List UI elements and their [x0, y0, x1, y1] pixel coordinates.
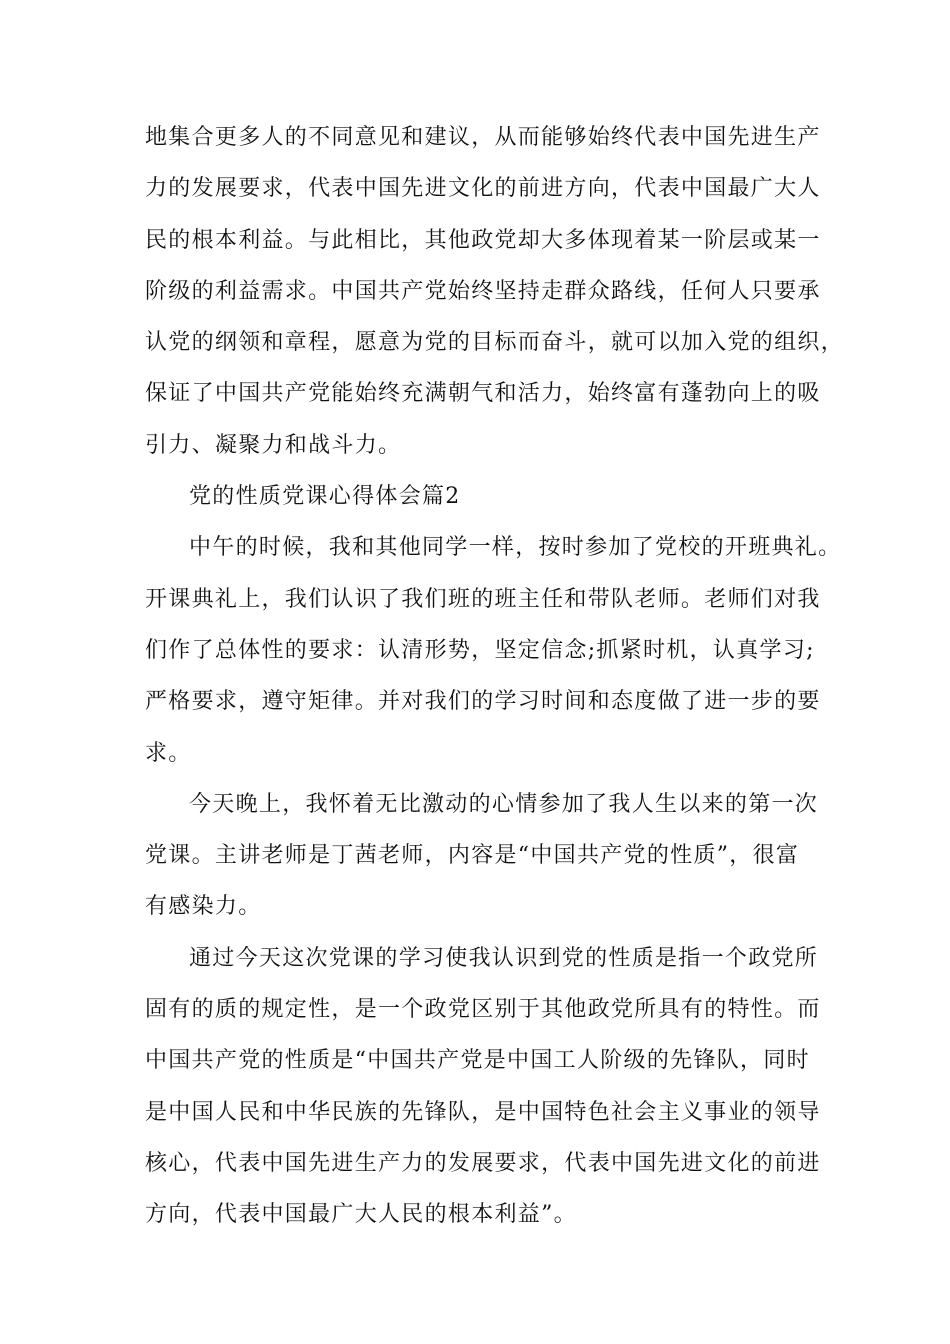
paragraph-line: 方向，代表中国最广大人民的根本利益”。	[145, 1202, 577, 1228]
paragraph-line: 求。	[145, 740, 192, 766]
paragraph-line: 阶级的利益需求。中国共产党始终坚持走群众路线，任何人只要承	[145, 278, 821, 304]
paragraph-line: 今天晚上，我怀着无比激动的心情参加了我人生以来的第一次	[189, 791, 819, 817]
paragraph-line: 认党的纲领和章程，愿意为党的目标而奋斗，就可以加入党的组织，	[145, 330, 845, 356]
body-text	[145, 118, 845, 1247]
paragraph-line: 民的根本利益。与此相比，其他政党却大多体现着某一阶层或某一	[145, 227, 821, 253]
section-heading: 党的性质党课心得体会篇2	[189, 484, 461, 510]
paragraph-line: 中国共产党的性质是“中国共产党是中国工人阶级的先锋队，同时	[145, 1048, 810, 1074]
paragraph-line: 力的发展要求，代表中国先进文化的前进方向，代表中国最广大人	[145, 176, 821, 202]
paragraph-line: 核心，代表中国先进生产力的发展要求，代表中国先进文化的前进	[145, 1150, 821, 1176]
paragraph-line: 有感染力。	[145, 894, 262, 920]
paragraph-line: 固有的质的规定性，是一个政党区别于其他政党所具有的特性。而	[145, 997, 821, 1023]
paragraph-line: 党课。主讲老师是丁茜老师，内容是“中国共产党的性质”，很富	[145, 843, 800, 869]
paragraph-line: 通过今天这次党课的学习使我认识到党的性质是指一个政党所	[189, 945, 819, 971]
paragraph-line: 保证了中国共产党能始终充满朝气和活力，始终富有蓬勃向上的吸	[145, 381, 821, 407]
paragraph-line: 引力、凝聚力和战斗力。	[145, 432, 402, 458]
paragraph-line: 中午的时候，我和其他同学一样，按时参加了党校的开班典礼。	[189, 535, 842, 561]
paragraph-line: 是中国人民和中华民族的先锋队，是中国特色社会主义事业的领导	[145, 1099, 821, 1125]
paragraph-line: 地集合更多人的不同意见和建议，从而能够始终代表中国先进生产	[145, 125, 821, 150]
paragraph-line: 们作了总体性的要求：认清形势，坚定信念;抓紧时机，认真学习;	[145, 637, 815, 663]
paragraph-line: 严格要求，遵守矩律。并对我们的学习时间和态度做了进一步的要	[145, 689, 821, 715]
paragraph-line: 开课典礼上，我们认识了我们班的班主任和带队老师。老师们对我	[145, 586, 821, 612]
